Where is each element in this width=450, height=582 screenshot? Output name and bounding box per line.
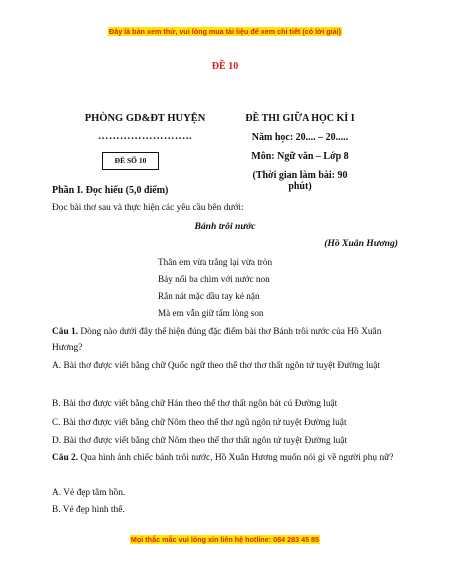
exam-number: ĐỀ 10	[211, 61, 239, 72]
poem-line: Mà em vẫn giữ tấm lòng son	[158, 308, 264, 318]
question-1-text: Dòng nào dưới đây thể hiện đúng đặc điểm bài thơ Bánh trôi nước của Hồ Xuân Hương?	[52, 327, 382, 353]
school-year: Năm học: 20.... – 20.....	[251, 132, 349, 143]
question-2-option-a: A. Vẻ đẹp tâm hồn.	[52, 488, 126, 498]
question-1-label: Câu 1.	[52, 327, 79, 337]
question-1-option-d: D. Bài thơ được viết bằng chữ Nôm theo thể thơ thất ngôn tứ tuyệt Đường luật	[52, 436, 348, 446]
exam-title: ĐỀ THI GIỮA HỌC KÌ I	[245, 113, 355, 124]
instruction: Đọc bài thơ sau và thực hiện các yêu cầu bên dưới:	[52, 203, 244, 213]
hotline-text: Mọi thắc mắc vui lòng xin liên hệ hotline: 084 283 45 85	[130, 535, 320, 544]
poem-author: (Hồ Xuân Hương)	[324, 238, 398, 249]
question-2-text: Qua hình ảnh chiếc bánh trôi nước, Hồ Xuân Hương muốn nói gì về người phụ nữ?	[78, 453, 394, 463]
office-name: PHÒNG GD&ĐT HUYỆN	[84, 113, 206, 124]
question-1	[52, 324, 400, 356]
poem-title: Bánh trôi nước	[194, 221, 256, 232]
question-2-option-b: B. Vẻ đẹp hình thể.	[52, 505, 125, 515]
preview-notice-text: Đây là bản xem thử, vui lòng mua tài liệu để xem chi tiết (có lời giải)	[109, 27, 341, 36]
office-dots: ……………………..	[97, 131, 193, 142]
duration: (Thời gian làm bài: 90 phút)	[252, 170, 348, 192]
question-1-option-a: A. Bài thơ được viết bằng chữ Quốc ngữ theo thể thơ thơ thất ngôn tứ tuyệt Đường luật	[52, 361, 381, 371]
hotline-banner	[0, 535, 450, 544]
question-1-option-c: C. Bài thơ được viết bằng chữ Nôm theo thể thơ ngũ ngôn tứ tuyệt Đường luật	[52, 418, 347, 428]
exam-header	[240, 113, 360, 192]
section-title: Phần I. Đọc hiểu (5,0 điểm)	[52, 185, 169, 196]
preview-notice-banner	[0, 27, 450, 36]
question-2	[52, 450, 400, 466]
poem-line: Rắn nát mặc dầu tay kẻ nặn	[158, 291, 260, 301]
office-header	[70, 113, 220, 142]
poem-line: Bảy nổi ba chìm với nước non	[158, 274, 270, 284]
question-1-option-b: B. Bài thơ được viết bằng chữ Hán theo thể thơ thất ngôn bát cú Đường luật	[52, 399, 338, 409]
exam-code-box: ĐỀ SỐ 10	[102, 152, 159, 170]
subject: Môn: Ngữ văn – Lớp 8	[251, 151, 349, 162]
poem-line: Thân em vừa trắng lại vừa tròn	[158, 257, 273, 267]
question-2-label: Câu 2.	[52, 453, 79, 463]
